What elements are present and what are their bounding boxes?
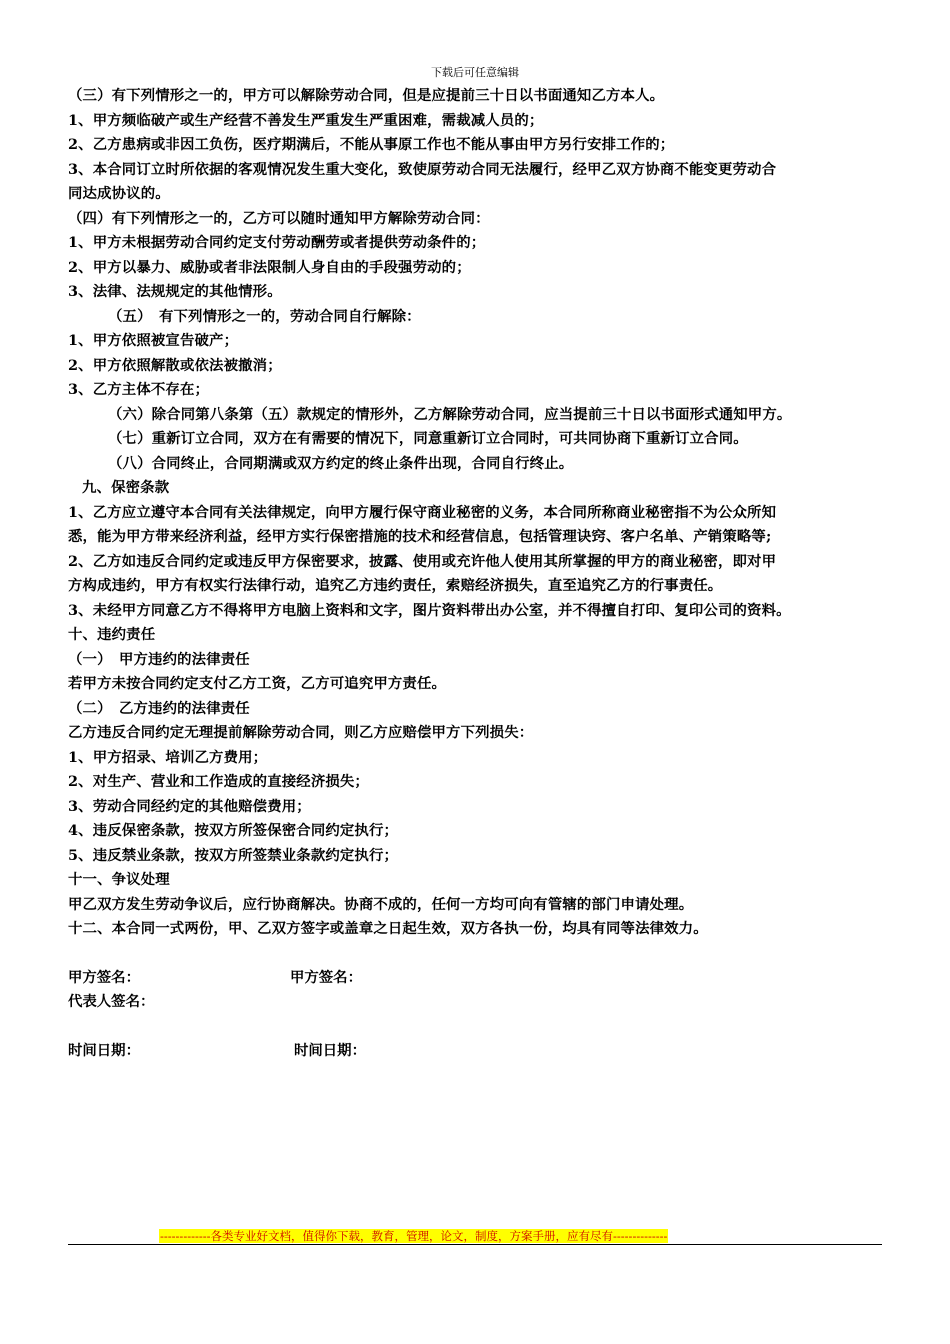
loss-item-2: 2、对生产、营业和工作造成的直接经济损失； [68,773,369,790]
signature-row-party-a [68,966,888,991]
clause-3-item-2: 2、乙方患病或非因工负伤，医疗期满后，不能从事原工作也不能从事由甲方另行安排工作的； [68,136,675,153]
clause-3-item-3: 3、本合同订立时所依据的客观情况发生重大变化，致使原劳动合同无法履行，经甲乙双方协商不能变更劳动合 [68,160,777,178]
clause-5-item-2: 2、甲方依照解散或依法被撤消； [68,356,282,374]
section-9-item-1-cont: 悉，能为甲方带来经济利益，经甲方实行保密措施的技术和经营信息，包括管理诀窍、客户名单、产销策略等; [68,528,772,545]
clause-4-item-1: 1、甲方未根据劳动合同约定支付劳动酬劳或者提供劳动条件的； [68,234,486,251]
loss-item-5: 5、违反禁业条款，按双方所签禁业条款约定执行； [68,846,399,864]
clause-4-item-3: 3、法律、法规规定的其他情形。 [68,283,282,300]
clause-6: （六）除合同第八条第（五）款规定的情形外，乙方解除劳动合同，应当提前三十日以书面形式通知甲方。 [108,405,792,423]
section-12-text: 十二、本合同一式两份，甲、乙双方签字或盖章之日起生效，双方各执一份，均具有同等法律效力。 [68,920,708,937]
section-11-heading: 十一、争议处理 [68,871,170,888]
section-10-sub-2-text: 乙方违反合同约定无理提前解除劳动合同，则乙方应赔偿甲方下列损失： [68,724,534,741]
clause-5-heading: （五） 有下列情形之一的，劳动合同自行解除： [108,307,421,325]
footer-banner: -------------各类专业好文档，值得你下载，教育，管理，论文，制度，方案手册，应有尽有-------------- [160,1229,668,1243]
representative-signature: 代表人签名： [68,993,155,1010]
party-a-signature-left: 甲方签名： [68,968,140,986]
section-9-item-2-cont: 方构成违约，甲方有权实行法律行动，追究乙方违约责任，索赔经济损失，直至追究乙方的行事责任。 [68,577,723,594]
clause-3-item-1: 1、甲方频临破产或生产经营不善发生严重发生严重困难，需裁减人员的； [68,111,544,129]
clause-3-item-3-cont: 同达成协议的。 [68,185,170,202]
section-9-item-3: 3、未经甲方同意乙方不得将甲方电脑上资料和文字，图片资料带出办公室，并不得擅自打印、复印公司的资料。 [68,601,791,619]
section-9-item-1: 1、乙方应立遵守本合同有关法律规定，向甲方履行保守商业秘密的义务，本合同所称商业秘密指不为公众所知 [68,503,777,521]
section-10-sub-2: （二） 乙方违约的法律责任 [68,699,250,717]
signature-row-representative [68,990,888,1015]
document-body [68,84,888,1063]
header-note: 下载后可任意编辑 [431,66,519,79]
spacer [68,1015,888,1039]
spacer [68,942,888,966]
footer-divider [68,1244,882,1245]
clause-4-heading: （四）有下列情形之一的，乙方可以随时通知甲方解除劳动合同： [68,209,490,227]
clause-5-item-1: 1、甲方依照被宣告破产； [68,332,239,349]
clause-3-heading: （三）有下列情形之一的，甲方可以解除劳动合同，但是应提前三十日以书面通知乙方本人。 [68,87,665,104]
section-10-heading: 十、违约责任 [68,626,156,643]
clause-4-item-2: 2、甲方以暴力、威胁或者非法限制人身自由的手段强劳动的； [68,258,471,276]
section-9-heading: 九、保密条款 [82,479,170,496]
date-right: 时间日期： [294,1041,366,1059]
clause-8: （八）合同终止，合同期满或双方约定的终止条件出现，合同自行终止。 [108,454,574,472]
section-10-sub-1-text: 若甲方未按合同约定支付乙方工资，乙方可追究甲方责任。 [68,675,447,692]
signature-row-dates [68,1039,888,1064]
section-9-item-2: 2、乙方如违反合同约定或违反甲方保密要求，披露、使用或充许他人使用其所掌握的甲方的商业秘密，即对甲 [68,552,777,570]
clause-7: （七）重新订立合同，双方在有需要的情况下，同意重新订立合同时，可共同协商下重新订立合同。 [108,430,748,447]
clause-5-item-3: 3、乙方主体不存在； [68,381,210,398]
loss-item-4: 4、违反保密条款，按双方所签保密合同约定执行； [68,822,399,839]
loss-item-1: 1、甲方招录、培训乙方费用； [68,748,268,766]
date-left: 时间日期： [68,1041,140,1059]
section-10-sub-1: （一） 甲方违约的法律责任 [68,650,250,668]
party-a-signature-right: 甲方签名： [290,968,362,986]
section-11-text: 甲乙双方发生劳动争议后，应行协商解决。协商不成的，任何一方均可向有管辖的部门申请处理。 [68,895,694,913]
loss-item-3: 3、劳动合同经约定的其他赔偿费用； [68,797,311,815]
